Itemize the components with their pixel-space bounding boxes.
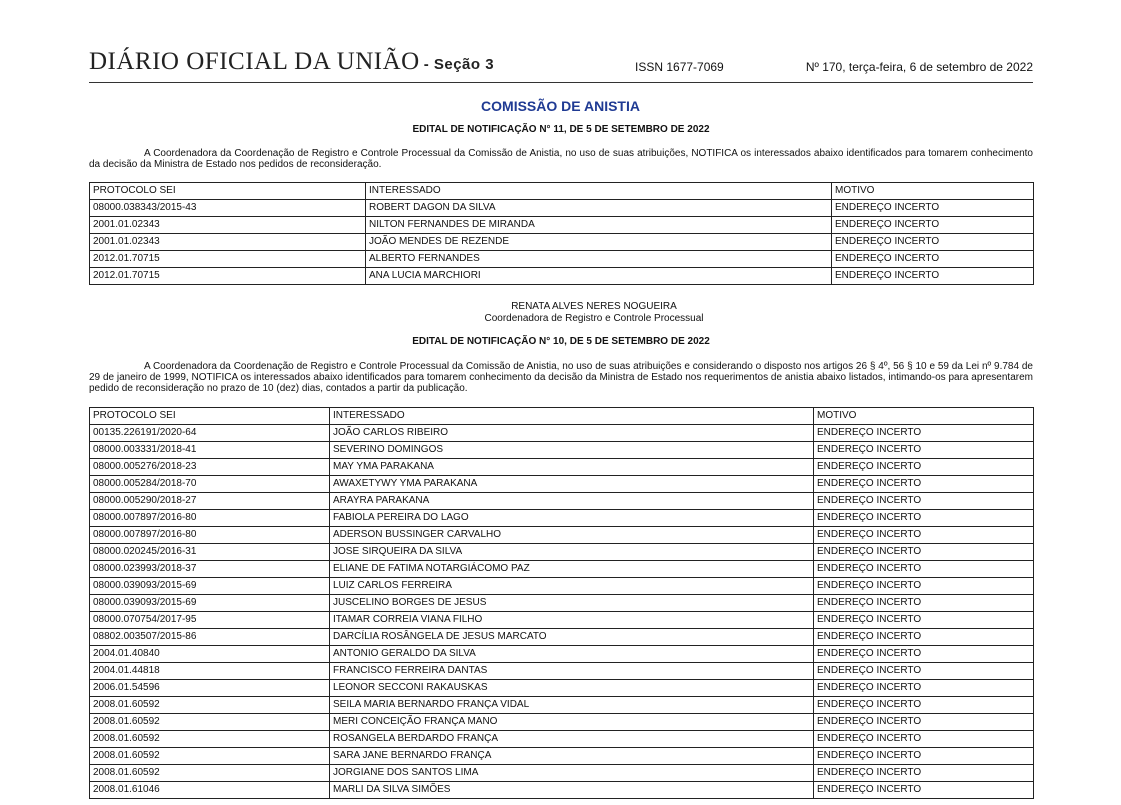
signature-role: Coordenadora de Registro e Controle Processual <box>484 313 704 324</box>
interessado-cell: LUIZ CARLOS FERREIRA <box>330 578 814 595</box>
organization-heading: COMISSÃO DE ANISTIA <box>481 98 640 114</box>
table-row <box>90 459 1034 476</box>
table-row <box>90 442 1034 459</box>
motivo-cell: ENDEREÇO INCERTO <box>814 527 1034 544</box>
interessado-cell: LEONOR SECCONI RAKAUSKAS <box>330 680 814 697</box>
motivo-cell: ENDEREÇO INCERTO <box>832 234 1034 251</box>
protocolo-cell: 08000.039093/2015-69 <box>90 595 330 612</box>
table-row <box>90 612 1034 629</box>
motivo-cell: ENDEREÇO INCERTO <box>814 544 1034 561</box>
edital-1-paragraph <box>89 148 1033 170</box>
protocolo-cell: 08000.005290/2018-27 <box>90 493 330 510</box>
table-row <box>90 680 1034 697</box>
motivo-cell: ENDEREÇO INCERTO <box>814 493 1034 510</box>
motivo-cell: ENDEREÇO INCERTO <box>814 748 1034 765</box>
protocolo-cell: 08000.007897/2016-80 <box>90 527 330 544</box>
table-row <box>90 595 1034 612</box>
motivo-cell: ENDEREÇO INCERTO <box>814 629 1034 646</box>
interessado-cell: ITAMAR CORREIA VIANA FILHO <box>330 612 814 629</box>
publication-title: DIÁRIO OFICIAL DA UNIÃO <box>89 48 420 75</box>
interessado-cell: JUSCELINO BORGES DE JESUS <box>330 595 814 612</box>
protocolo-cell: 08000.023993/2018-37 <box>90 561 330 578</box>
interessado-cell: JORGIANE DOS SANTOS LIMA <box>330 765 814 782</box>
interessado-cell: SEVERINO DOMINGOS <box>330 442 814 459</box>
protocolo-cell: 2008.01.60592 <box>90 765 330 782</box>
motivo-cell: ENDEREÇO INCERTO <box>814 765 1034 782</box>
interessado-cell: ALBERTO FERNANDES <box>366 251 832 268</box>
table-row <box>90 629 1034 646</box>
table-row <box>90 544 1034 561</box>
motivo-cell: ENDEREÇO INCERTO <box>814 731 1034 748</box>
protocolo-cell: 2008.01.60592 <box>90 731 330 748</box>
motivo-cell: ENDEREÇO INCERTO <box>814 612 1034 629</box>
table-row <box>90 663 1034 680</box>
interessado-cell: JOÃO MENDES DE REZENDE <box>366 234 832 251</box>
interessado-cell: ARAYRA PARAKANA <box>330 493 814 510</box>
motivo-cell: ENDEREÇO INCERTO <box>814 680 1034 697</box>
issue-info: Nº 170, terça-feira, 6 de setembro de 2022 <box>805 60 1033 74</box>
table-row <box>90 493 1034 510</box>
table-row <box>90 714 1034 731</box>
protocolo-cell: 00135.226191/2020-64 <box>90 425 330 442</box>
protocolo-cell: 08000.070754/2017-95 <box>90 612 330 629</box>
table-row <box>90 510 1034 527</box>
motivo-cell: ENDEREÇO INCERTO <box>814 663 1034 680</box>
protocolo-cell: 2008.01.60592 <box>90 748 330 765</box>
interessado-cell: ANTONIO GERALDO DA SILVA <box>330 646 814 663</box>
issn: ISSN 1677-7069 <box>635 60 724 74</box>
interessado-cell: FABIOLA PEREIRA DO LAGO <box>330 510 814 527</box>
col-motivo: MOTIVO <box>814 408 1034 425</box>
table-row <box>90 251 1034 268</box>
table-row <box>90 697 1034 714</box>
protocolo-cell: 08000.038343/2015-43 <box>90 200 366 217</box>
protocolo-cell: 2008.01.60592 <box>90 697 330 714</box>
interessado-cell: SARA JANE BERNARDO FRANÇA <box>330 748 814 765</box>
interessado-cell: NILTON FERNANDES DE MIRANDA <box>366 217 832 234</box>
section-label: - Seção 3 <box>423 56 495 73</box>
protocolo-cell: 08000.020245/2016-31 <box>90 544 330 561</box>
table-row <box>90 476 1034 493</box>
edital-1-rows <box>90 200 1034 285</box>
protocolo-cell: 2006.01.54596 <box>90 680 330 697</box>
motivo-cell: ENDEREÇO INCERTO <box>832 217 1034 234</box>
edital-2-heading: EDITAL DE NOTIFICAÇÃO N° 10, DE 5 DE SETEMBRO DE 2022 <box>412 336 710 347</box>
interessado-cell: JOÃO CARLOS RIBEIRO <box>330 425 814 442</box>
table-row <box>90 748 1034 765</box>
motivo-cell: ENDEREÇO INCERTO <box>814 561 1034 578</box>
motivo-cell: ENDEREÇO INCERTO <box>832 251 1034 268</box>
table-row <box>90 527 1034 544</box>
interessado-cell: SEILA MARIA BERNARDO FRANÇA VIDAL <box>330 697 814 714</box>
motivo-cell: ENDEREÇO INCERTO <box>814 697 1034 714</box>
interessado-cell: ROBERT DAGON DA SILVA <box>366 200 832 217</box>
masthead-title-block <box>89 48 494 76</box>
table-row <box>90 217 1034 234</box>
edital-2-rows <box>90 425 1034 799</box>
interessado-cell: AWAXETYWY YMA PARAKANA <box>330 476 814 493</box>
motivo-cell: ENDEREÇO INCERTO <box>832 268 1034 285</box>
protocolo-cell: 08000.005276/2018-23 <box>90 459 330 476</box>
protocolo-cell: 08000.039093/2015-69 <box>90 578 330 595</box>
motivo-cell: ENDEREÇO INCERTO <box>814 646 1034 663</box>
interessado-cell: DARCÍLIA ROSÂNGELA DE JESUS MARCATO <box>330 629 814 646</box>
table-row <box>90 578 1034 595</box>
motivo-cell: ENDEREÇO INCERTO <box>814 510 1034 527</box>
table-row <box>90 268 1034 285</box>
protocolo-cell: 2008.01.61046 <box>90 782 330 799</box>
motivo-cell: ENDEREÇO INCERTO <box>814 782 1034 799</box>
interessado-cell: JOSE SIRQUEIRA DA SILVA <box>330 544 814 561</box>
table-row <box>90 200 1034 217</box>
col-motivo: MOTIVO <box>832 183 1034 200</box>
interessado-cell: ROSANGELA BERDARDO FRANÇA <box>330 731 814 748</box>
motivo-cell: ENDEREÇO INCERTO <box>814 442 1034 459</box>
edital-2-text: A Coordenadora da Coordenação de Registro e Controle Processual da Comissão de Anistia, no uso de suas atribuições e considerando o disposto nos artigos 26 § 4º, 56 § 10 e 59 da Lei nº 9.784 de 29 de janeiro de 1999, NOTIFICA os interessados abaixo identificados para tomarem conhecimento da decisão da Ministra de Estado nos requerimentos de anistia abaixo listados, intimando-os para apresentarem pedido de reconsideração no prazo de 10 (dez) dias, contados a partir da publicação. <box>89 361 1033 394</box>
edital-2-paragraph <box>89 361 1033 394</box>
table-row <box>90 731 1034 748</box>
col-protocolo: PROTOCOLO SEI <box>90 408 330 425</box>
protocolo-cell: 08000.003331/2018-41 <box>90 442 330 459</box>
protocolo-cell: 2008.01.60592 <box>90 714 330 731</box>
edital-1-heading: EDITAL DE NOTIFICAÇÃO N° 11, DE 5 DE SETEMBRO DE 2022 <box>412 124 710 135</box>
table-row <box>90 234 1034 251</box>
masthead <box>89 48 1033 83</box>
protocolo-cell: 08000.005284/2018-70 <box>90 476 330 493</box>
edital-1-table <box>89 182 1034 285</box>
protocolo-cell: 2012.01.70715 <box>90 268 366 285</box>
motivo-cell: ENDEREÇO INCERTO <box>814 595 1034 612</box>
protocolo-cell: 2001.01.02343 <box>90 217 366 234</box>
col-protocolo: PROTOCOLO SEI <box>90 183 366 200</box>
motivo-cell: ENDEREÇO INCERTO <box>814 714 1034 731</box>
edital-2-table <box>89 407 1034 799</box>
table-row <box>90 765 1034 782</box>
interessado-cell: ELIANE DE FATIMA NOTARGIÁCOMO PAZ <box>330 561 814 578</box>
edital-2-header-row <box>90 408 1034 425</box>
motivo-cell: ENDEREÇO INCERTO <box>814 459 1034 476</box>
table-row <box>90 646 1034 663</box>
interessado-cell: MARLI DA SILVA SIMÕES <box>330 782 814 799</box>
table-row <box>90 425 1034 442</box>
protocolo-cell: 08000.007897/2016-80 <box>90 510 330 527</box>
edital-1-text: A Coordenadora da Coordenação de Registro e Controle Processual da Comissão de Anistia, no uso de suas atribuições, NOTIFICA os interessados abaixo identificados para tomarem conhecimento da decisão da Ministra de Estado nos pedidos de reconsideração. <box>89 148 1033 170</box>
protocolo-cell: 2004.01.44818 <box>90 663 330 680</box>
protocolo-cell: 2012.01.70715 <box>90 251 366 268</box>
protocolo-cell: 2004.01.40840 <box>90 646 330 663</box>
interessado-cell: ANA LUCIA MARCHIORI <box>366 268 832 285</box>
motivo-cell: ENDEREÇO INCERTO <box>814 476 1034 493</box>
interessado-cell: ADERSON BUSSINGER CARVALHO <box>330 527 814 544</box>
motivo-cell: ENDEREÇO INCERTO <box>814 578 1034 595</box>
protocolo-cell: 2001.01.02343 <box>90 234 366 251</box>
col-interessado: INTERESSADO <box>330 408 814 425</box>
motivo-cell: ENDEREÇO INCERTO <box>832 200 1034 217</box>
interessado-cell: FRANCISCO FERREIRA DANTAS <box>330 663 814 680</box>
table-row <box>90 782 1034 799</box>
interessado-cell: MERI CONCEIÇÃO FRANÇA MANO <box>330 714 814 731</box>
table-row <box>90 561 1034 578</box>
motivo-cell: ENDEREÇO INCERTO <box>814 425 1034 442</box>
signature-block <box>89 301 1099 325</box>
signature-name: RENATA ALVES NERES NOGUEIRA <box>511 301 677 312</box>
interessado-cell: MAY YMA PARAKANA <box>330 459 814 476</box>
protocolo-cell: 08802.003507/2015-86 <box>90 629 330 646</box>
col-interessado: INTERESSADO <box>366 183 832 200</box>
edital-1-header-row <box>90 183 1034 200</box>
